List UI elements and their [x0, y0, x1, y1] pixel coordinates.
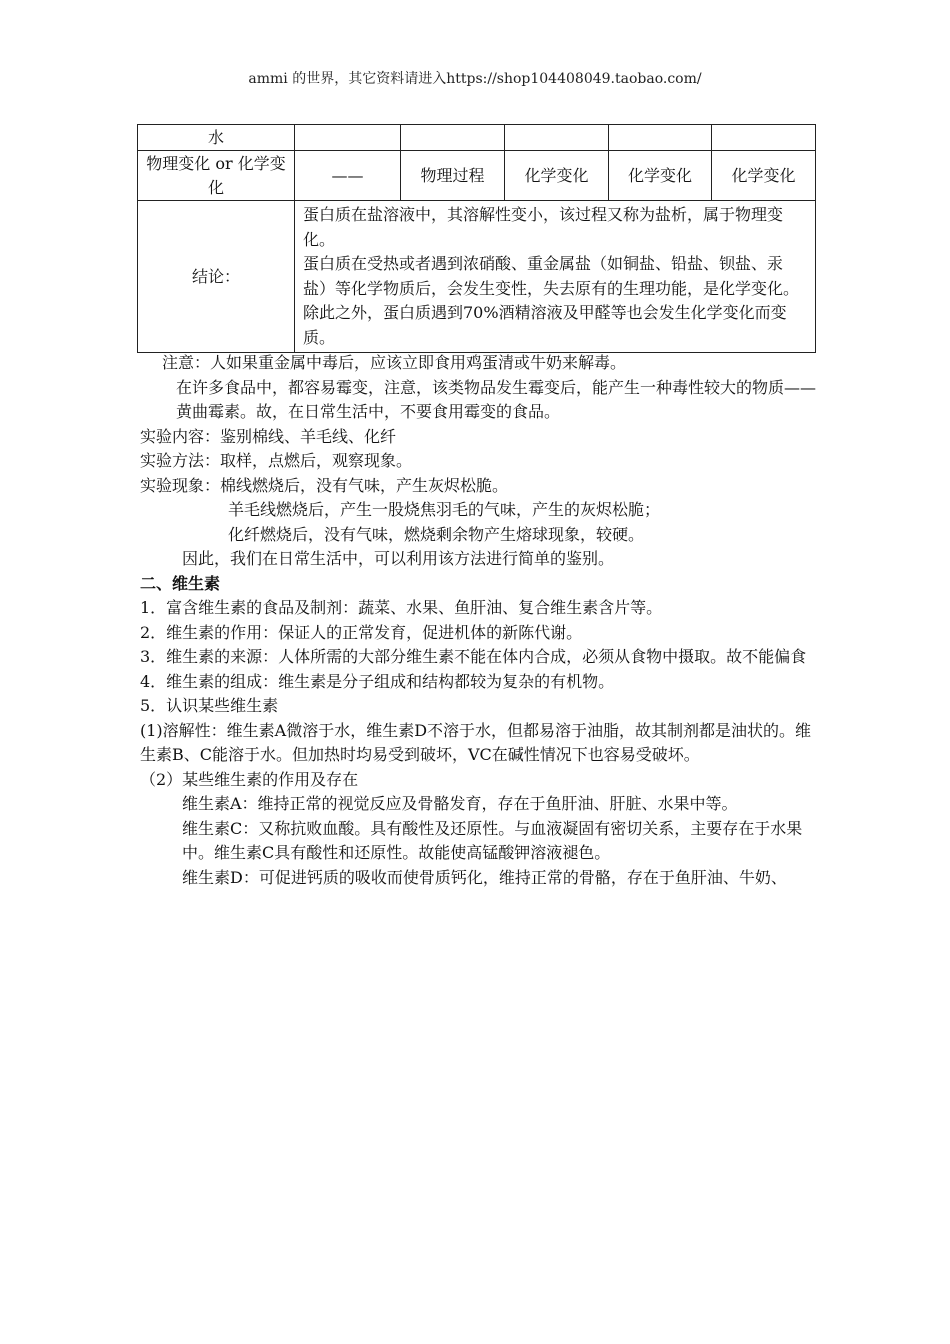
list-item: 2．维生素的作用：保证人的正常发育，促进机体的新陈代谢。	[140, 622, 583, 642]
table-cell	[401, 125, 505, 151]
paragraph: 羊毛线燃烧后，产生一股烧焦羽毛的气味，产生的灰烬松脆；	[228, 500, 661, 519]
list-item: 3．维生素的来源：人体所需的大部分维生素不能在体内合成，必须从食物中摄取。故不能偏食	[140, 647, 807, 666]
conclusion-line: 蛋白质在盐溶液中，其溶解性变小，该过程又称为盐析，属于物理变化。	[303, 205, 784, 249]
list-item: 5．认识某些维生素	[140, 696, 279, 715]
table-cell: 水	[138, 125, 295, 151]
paragraph: 实验方法：取样，点燃后，观察现象。	[140, 451, 413, 470]
page-header: ammi 的世界，其它资料请进入https://shop104408049.taobao.com/	[248, 71, 702, 87]
paragraph: 实验内容：鉴别棉线、羊毛线、化纤	[140, 426, 397, 446]
conclusion-label: 结论：	[138, 201, 295, 353]
section-heading: 二、维生素	[140, 573, 221, 593]
paragraph: 因此，我们在日常生活中，可以利用该方法进行简单的鉴别。	[182, 549, 615, 568]
table-row	[138, 151, 816, 201]
paragraph: 实验现象：棉线燃烧后，没有气味，产生灰烬松脆。	[140, 475, 509, 495]
list-item: 1．富含维生素的食品及制剂：蔬菜、水果、鱼肝油、复合维生素含片等。	[140, 598, 663, 617]
paragraph: 维生素C：又称抗败血酸。具有酸性及还原性。与血液凝固有密切关系，主要存在于水果中。维生素C具有酸性和还原性。故能使高锰酸钾溶液褪色。	[182, 818, 803, 862]
table-cell	[609, 125, 712, 151]
table-cell: ——	[295, 151, 401, 201]
protein-table	[137, 124, 816, 353]
conclusion-line: 除此之外，蛋白质遇到70%酒精溶液及甲醛等也会发生化学变化而变质。	[303, 303, 787, 347]
table-cell	[505, 125, 609, 151]
paragraph: 注意：人如果重金属中毒后，应该立即食用鸡蛋清或牛奶来解毒。	[162, 353, 627, 372]
document-body	[140, 351, 818, 890]
paragraph: 化纤燃烧后，没有气味，燃烧剩余物产生熔球现象，较硬。	[228, 524, 645, 544]
list-item: 4．维生素的组成：维生素是分子组成和结构都较为复杂的有机物。	[140, 671, 615, 691]
paragraph: (1)溶解性：维生素A微溶于水，维生素D不溶于水，但都易溶于油脂，故其制剂都是油状的。维生素B、C能溶于水。但加热时均易受到破坏，VC在碱性情况下也容易受破坏。	[140, 720, 812, 764]
table-cell: 物理变化 or 化学变化	[138, 151, 295, 201]
paragraph: 在许多食品中，都容易霉变，注意，该类物品发生霉变后，能产生一种毒性较大的物质——黄曲霉素。故，在日常生活中，不要食用霉变的食品。	[176, 377, 817, 421]
table-row	[138, 201, 816, 353]
paragraph: （2）某些维生素的作用及存在	[140, 769, 359, 789]
table-cell: 化学变化	[609, 151, 712, 201]
table-cell: 化学变化	[712, 151, 816, 201]
conclusion-text	[295, 201, 816, 353]
paragraph: 维生素A：维持正常的视觉反应及骨骼发育，存在于鱼肝油、肝脏、水果中等。	[182, 794, 738, 813]
table-cell	[295, 125, 401, 151]
table-cell: 物理过程	[401, 151, 505, 201]
paragraph: 维生素D：可促进钙质的吸收而使骨质钙化，维持正常的骨骼，存在于鱼肝油、牛奶、	[182, 867, 787, 887]
conclusion-line: 蛋白质在受热或者遇到浓硝酸、重金属盐（如铜盐、铅盐、钡盐、汞盐）等化学物质后，会发生变性，失去原有的生理功能，是化学变化。	[303, 254, 800, 298]
table-cell	[712, 125, 816, 151]
table-cell: 化学变化	[505, 151, 609, 201]
table-row	[138, 125, 816, 151]
